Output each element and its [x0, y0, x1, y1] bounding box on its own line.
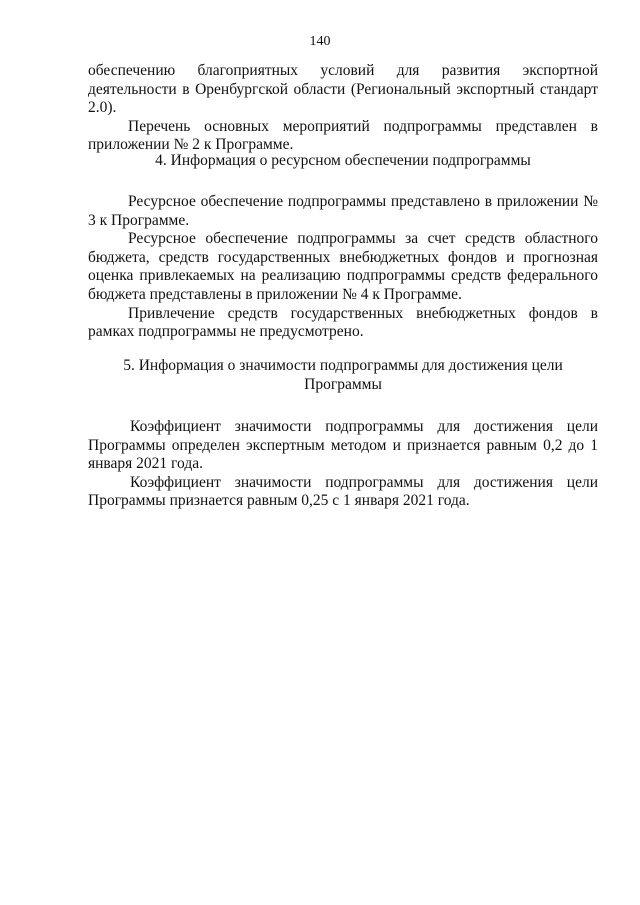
section-4-paragraph-2: Ресурсное обеспечение подпрограммы за счет средств областного бюджета, средств государственных внебюджетных фондов и прогнозная оценка привлекаемых на реализацию подпрограммы средств федерального бюджета представлены в приложении № 4 к Программе. — [88, 230, 598, 303]
intro-continuation-paragraph: обеспечению благоприятных условий для развития экспортной деятельности в Оренбургской области (Региональный экспортный стандарт 2.0). — [88, 62, 598, 117]
section-4-heading-block — [88, 152, 598, 171]
section-5-body — [88, 418, 598, 511]
section-5-heading-line-1: 5. Информация о значимости подпрограммы для достижения цели — [123, 357, 563, 374]
section-5-heading-line-2: Программы — [304, 375, 382, 393]
section-5-heading-block — [88, 357, 598, 394]
section-4-heading: 4. Информация о ресурсном обеспечении подпрограммы — [155, 152, 531, 169]
section-4-paragraph-1: Ресурсное обеспечение подпрограммы представлено в приложении № 3 к Программе. — [88, 193, 598, 229]
section-4-paragraph-3: Привлечение средств государственных внебюджетных фондов в рамках подпрограммы не предусмотрено. — [88, 304, 598, 341]
section-5-heading — [88, 357, 598, 394]
section-5-paragraph-1: Коэффициент значимости подпрограммы для достижения цели Программы определен экспертным методом и признается равным 0,2 до 1 января 2021 года. — [88, 418, 598, 473]
section-5-paragraph-2: Коэффициент значимости подпрограммы для достижения цели Программы признается равным 0,25 с 1 января 2021 года. — [88, 473, 598, 510]
page-number: 140 — [309, 34, 331, 49]
section-4-body — [88, 193, 598, 342]
intro-activities-paragraph: Перечень основных мероприятий подпрограммы представлен в приложении № 2 к Программе. — [88, 117, 598, 154]
intro-block — [88, 62, 598, 155]
